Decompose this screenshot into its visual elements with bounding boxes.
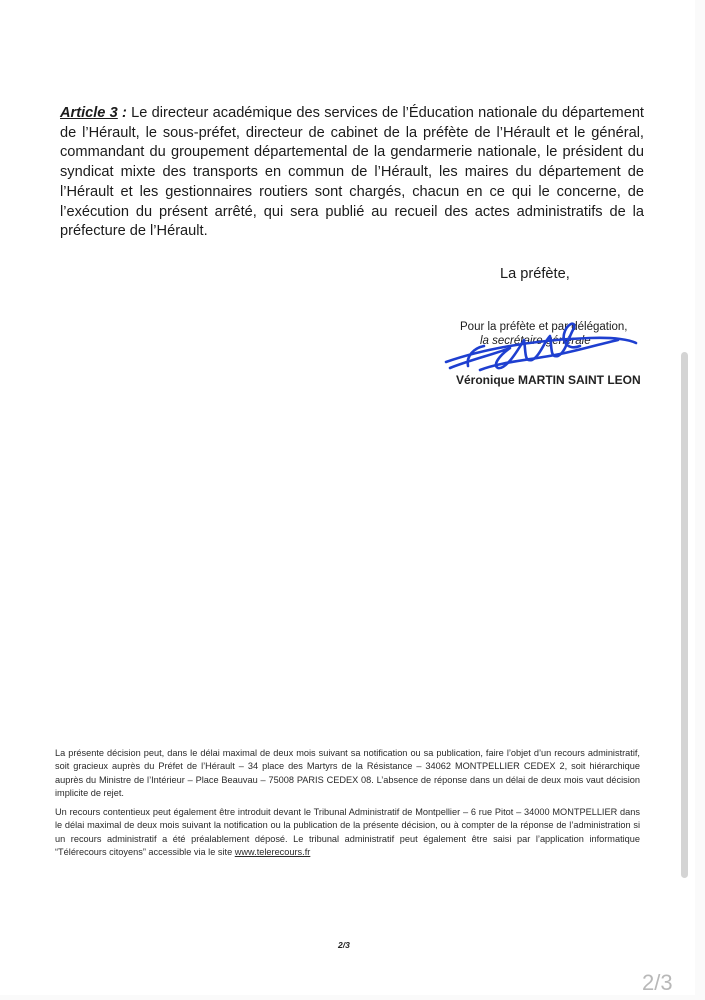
signature-role-line: la secrétaire générale bbox=[480, 335, 591, 347]
legal-notice bbox=[55, 747, 640, 865]
legal-notice-contentious-text: Un recours contentieux peut également être introduit devant le Tribunal Administratif de Montpellier – 6 rue Pitot – 34000 MONTPELLIER dans le délai maximal de deux mois suivant la notification ou la publication de la présente décision, ou à compter de la réponse de l’administration si un recours administratif a été préalablement déposé. Le tribunal administratif peut également être saisi par l’application informatique “Télérecours citoyens” accessible via le site bbox=[55, 807, 640, 858]
article-text: Le directeur académique des services de l’Éducation nationale du département de l’Hérault, le sous-préfet, directeur de cabinet de la préfète de l’Hérault et le général, commandant du groupement départemental de la gendarmerie nationale, le président du syndicat mixte des transports en commun de l’Hérault, les maires du département de l’Hérault et les gestionnaires routiers sont chargés, chacun en ce qui le concerne, de l’exécution du présent arrêté, qui sera publié au recueil des actes administratifs de la préfecture de l’Hérault. bbox=[60, 105, 644, 240]
article-label: Article 3 bbox=[60, 105, 118, 121]
legal-notice-administrative: La présente décision peut, dans le délai maximal de deux mois suivant sa notification ou sa publication, faire l’objet d’un recours administratif, soit gracieux auprès du Préfet de l’Hérault – 34 place des Martyrs de la Résistance – 34062 MONTPELLIER CEDEX 2, soit hiérarchique auprès du Ministre de l’Intérieur – Place Beauvau – 75008 PARIS CEDEX 08. L’absence de réponse dans un délai de deux mois vaut décision implicite de rejet. bbox=[55, 748, 640, 798]
signature-title: La préfète, bbox=[500, 266, 570, 282]
vertical-scrollbar[interactable] bbox=[681, 352, 688, 878]
signatory-name: Véronique MARTIN SAINT LEON bbox=[456, 373, 641, 387]
legal-notice-contentious bbox=[55, 806, 640, 859]
signature-block bbox=[440, 310, 650, 400]
signature-delegation-line: Pour la préfète et par délégation, bbox=[460, 321, 628, 333]
page-indicator: 2/3 bbox=[642, 970, 673, 995]
article-3-paragraph bbox=[60, 104, 644, 242]
article-colon: : bbox=[117, 105, 127, 121]
telerecours-link[interactable]: www.telerecours.fr bbox=[234, 847, 311, 858]
page-number: 2/3 bbox=[338, 940, 350, 950]
